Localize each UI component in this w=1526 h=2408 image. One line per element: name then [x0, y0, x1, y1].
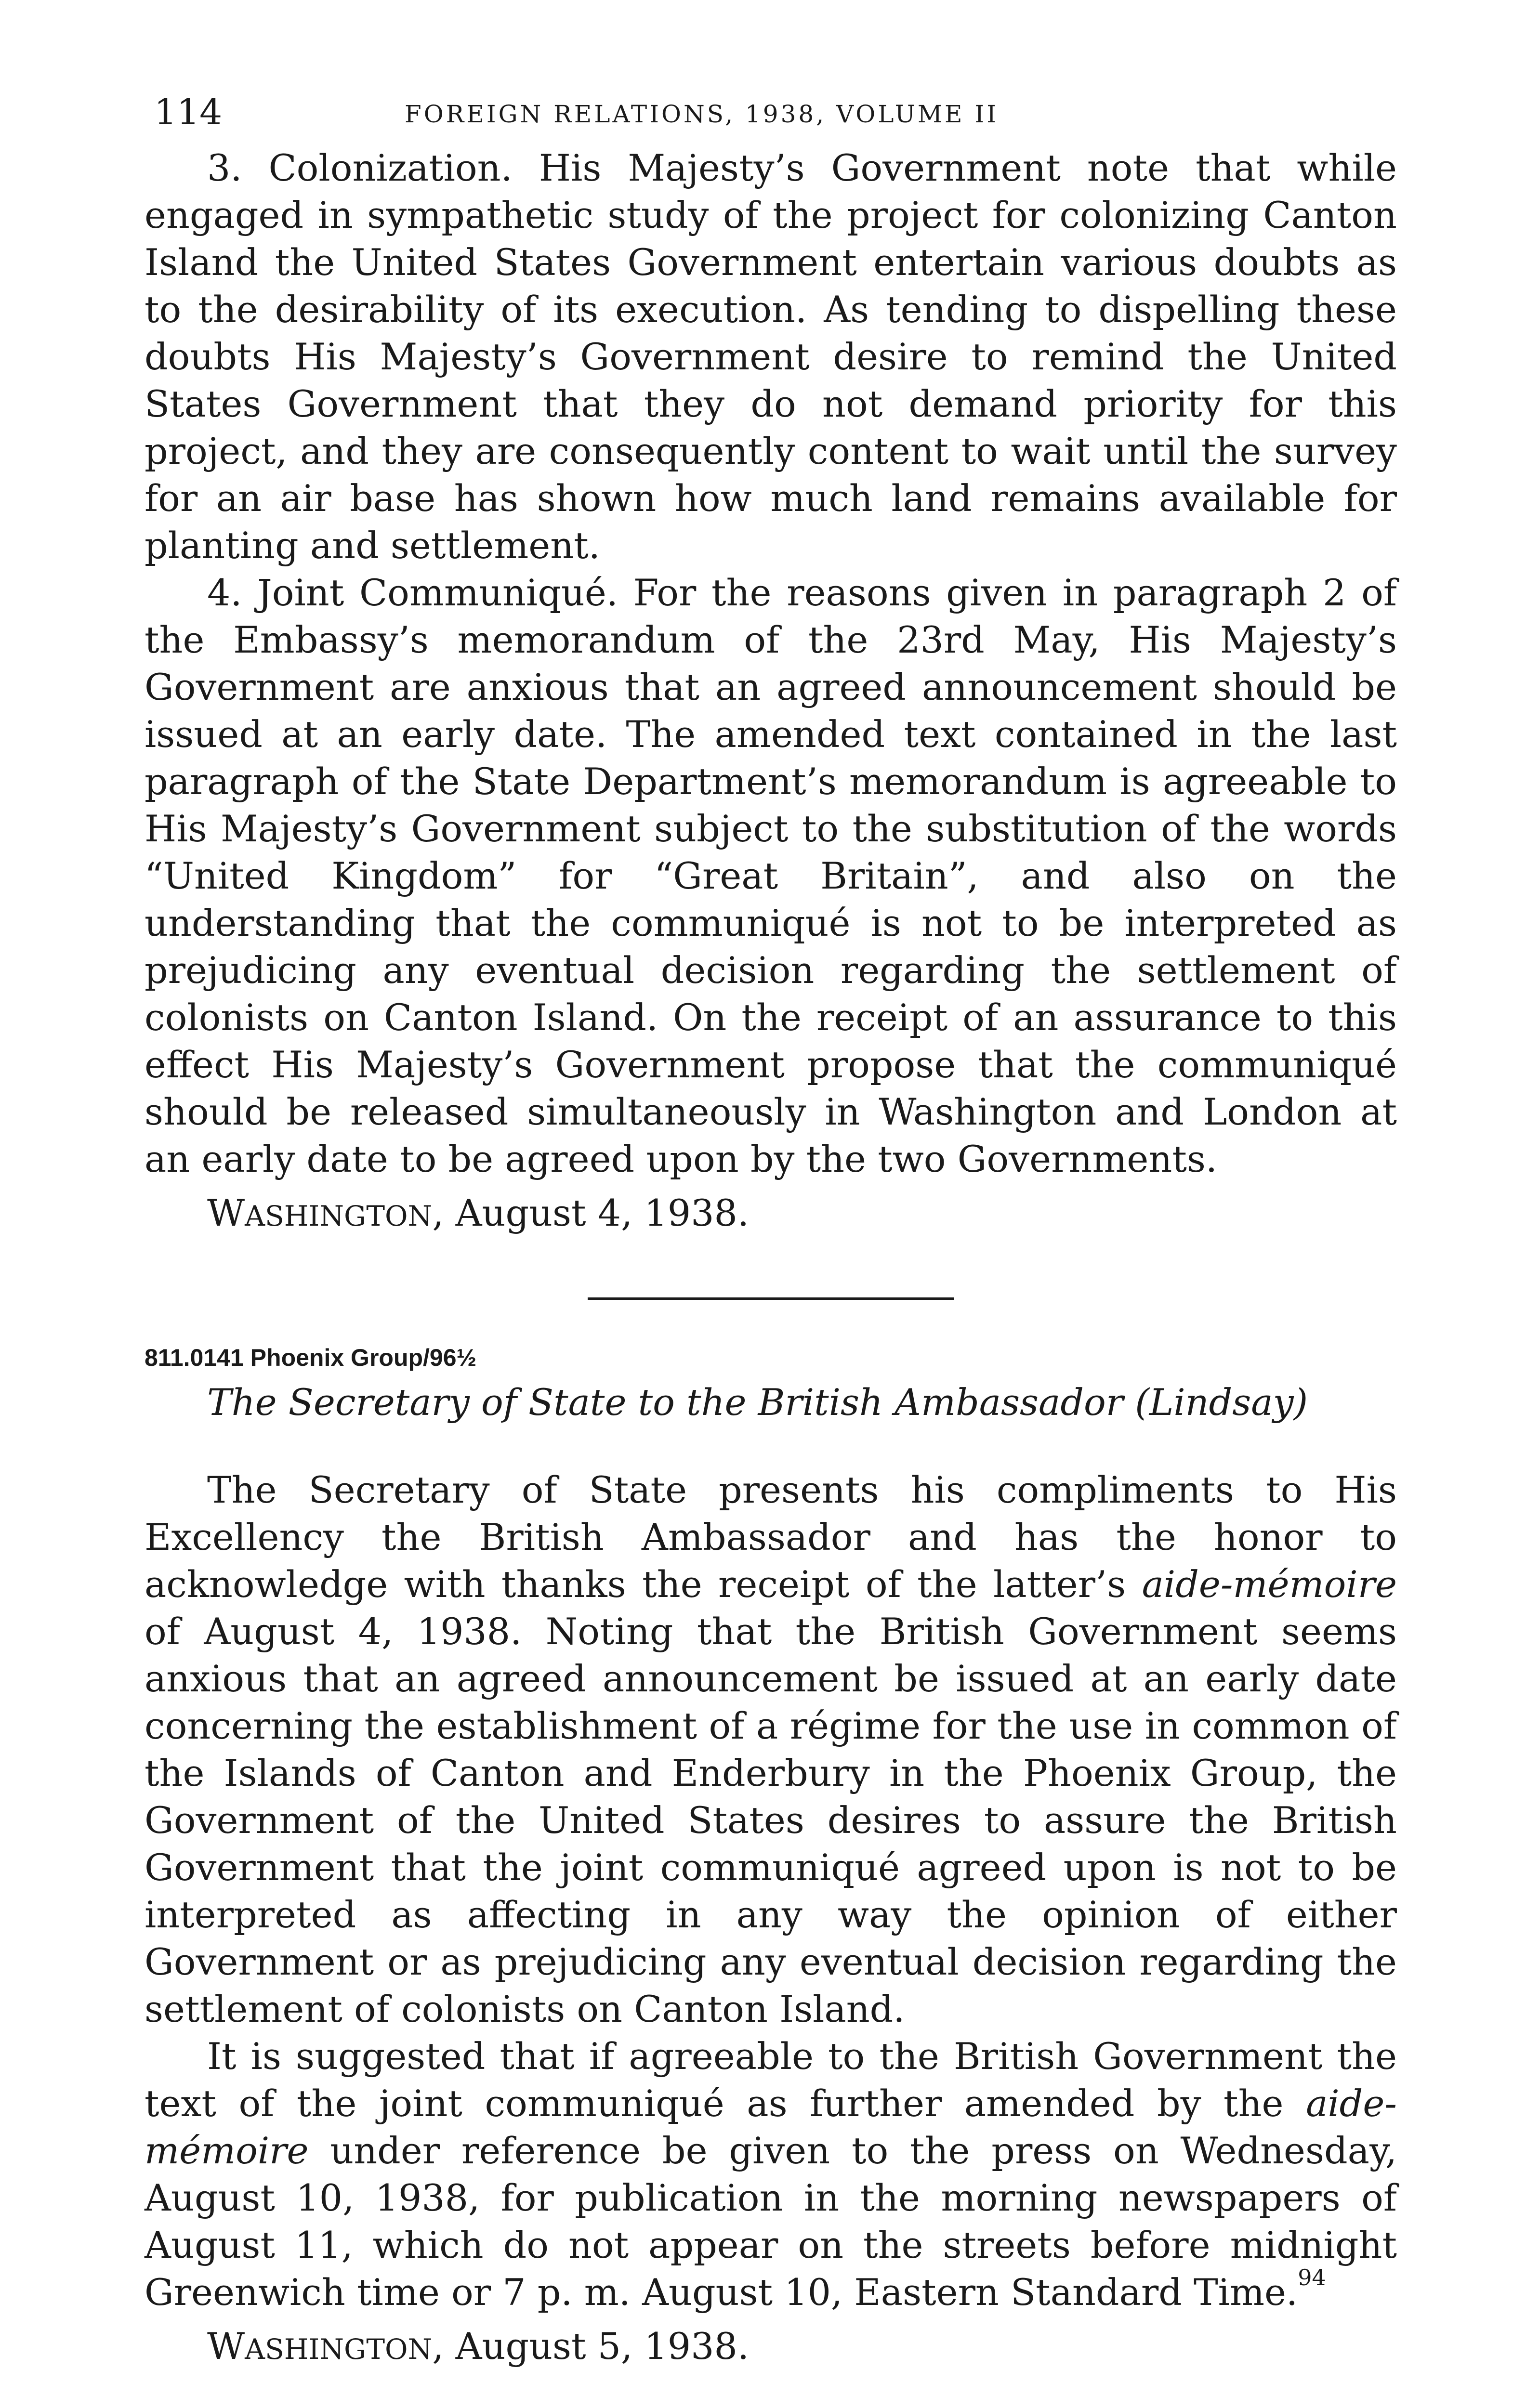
page-number: 114: [154, 92, 223, 133]
note-paragraph-1-text-b: of August 4, 1938. Noting that the British Government seems anxious that an agreed announcement be issued at an early date concerning the establishment of a régime for the use in common of the Islands of Canton and Enderbury in the Phoenix Group, the Government of the United States desires to assure the British Government that the joint communiqué agreed upon is not to be interpreted as affecting in any way the opinion of either Government or as prejudicing any eventual decision regarding the settlement of colonists on Canton Island.: [145, 1610, 1397, 2030]
note-paragraph-2: [145, 2033, 1397, 2316]
note-paragraph-2-text-b: under reference be given to the press on Wednesday, August 10, 1938, for publication in the morning newspapers of August 11, which do not appear on the streets before midnight Greenwich time or 7 p. m. August 10, Eastern Standard Time.: [145, 2129, 1397, 2314]
document-title: The Secretary of State to the British Ambassador (Lindsay): [207, 1381, 1308, 1424]
dateline-place-rest: ASHINGTON: [245, 1200, 433, 1232]
note-dateline-date: , August 5, 1938.: [432, 2325, 750, 2368]
aide-memoire-paragraph-4: 4. Joint Communiqué. For the reasons given in paragraph 2 of the Embassy’s memorandum of the 23rd May, His Majesty’s Government are anxious that an agreed announcement should be issued at an early date. The amended text contained in the last paragraph of the State Department’s memorandum is agreeable to His Majesty’s Government subject to the substitution of the words “United Kingdom” for “Great Britain”, and also on the understanding that the communiqué is not to be interpreted as prejudicing any eventual decision regarding the settlement of colonists on Canton Island. On the receipt of an assurance to this effect His Majesty’s Government propose that the communiqué should be released simultaneously in Washington and London at an early date to be agreed upon by the two Governments.: [145, 571, 1397, 1180]
footnote-reference-marker[interactable]: 94: [1298, 2264, 1326, 2290]
note-paragraph-1-italic: aide-mémoire: [1142, 1563, 1397, 1606]
note-dateline-place-initial: W: [207, 2325, 245, 2368]
dateline-date: , August 4, 1938.: [432, 1191, 750, 1234]
page: [145, 82, 1397, 2408]
note-paragraph-1: [145, 1466, 1397, 2033]
page-header: [145, 82, 1397, 144]
note-paragraph-1-text-a: The Secretary of State presents his compliments to His Excellency the British Ambassador and has the honor to acknowledge with thanks the receipt of the latter’s: [145, 1468, 1397, 1606]
section-divider: [588, 1297, 954, 1300]
aide-memoire-dateline: [145, 1190, 1397, 1240]
note-paragraph-2-italic: aide-mémoire: [145, 2082, 1397, 2172]
note-dateline: [145, 2323, 1397, 2373]
note-paragraph-2-text-a: It is suggested that if agreeable to the British Government the text of the joint communiqué as further amended by the: [145, 2035, 1397, 2125]
file-reference: 811.0141 Phoenix Group/96½: [145, 1344, 477, 1371]
dateline-place-initial: W: [207, 1191, 245, 1234]
note-dateline-place-rest: ASHINGTON: [245, 2333, 433, 2366]
running-head: FOREIGN RELATIONS, 1938, VOLUME II: [405, 100, 999, 128]
aide-memoire-paragraph-3: 3. Colonization. His Majesty’s Government note that while engaged in sympathetic study of the project for colonizing Canton Island the United States Government entertain various doubts as to the desirability of its execution. As tending to dispelling these doubts His Majesty’s Government desire to remind the United States Government that they do not demand priority for this project, and they are consequently content to wait until the survey for an air base has shown how much land remains available for planting and settlement.: [145, 146, 1397, 567]
